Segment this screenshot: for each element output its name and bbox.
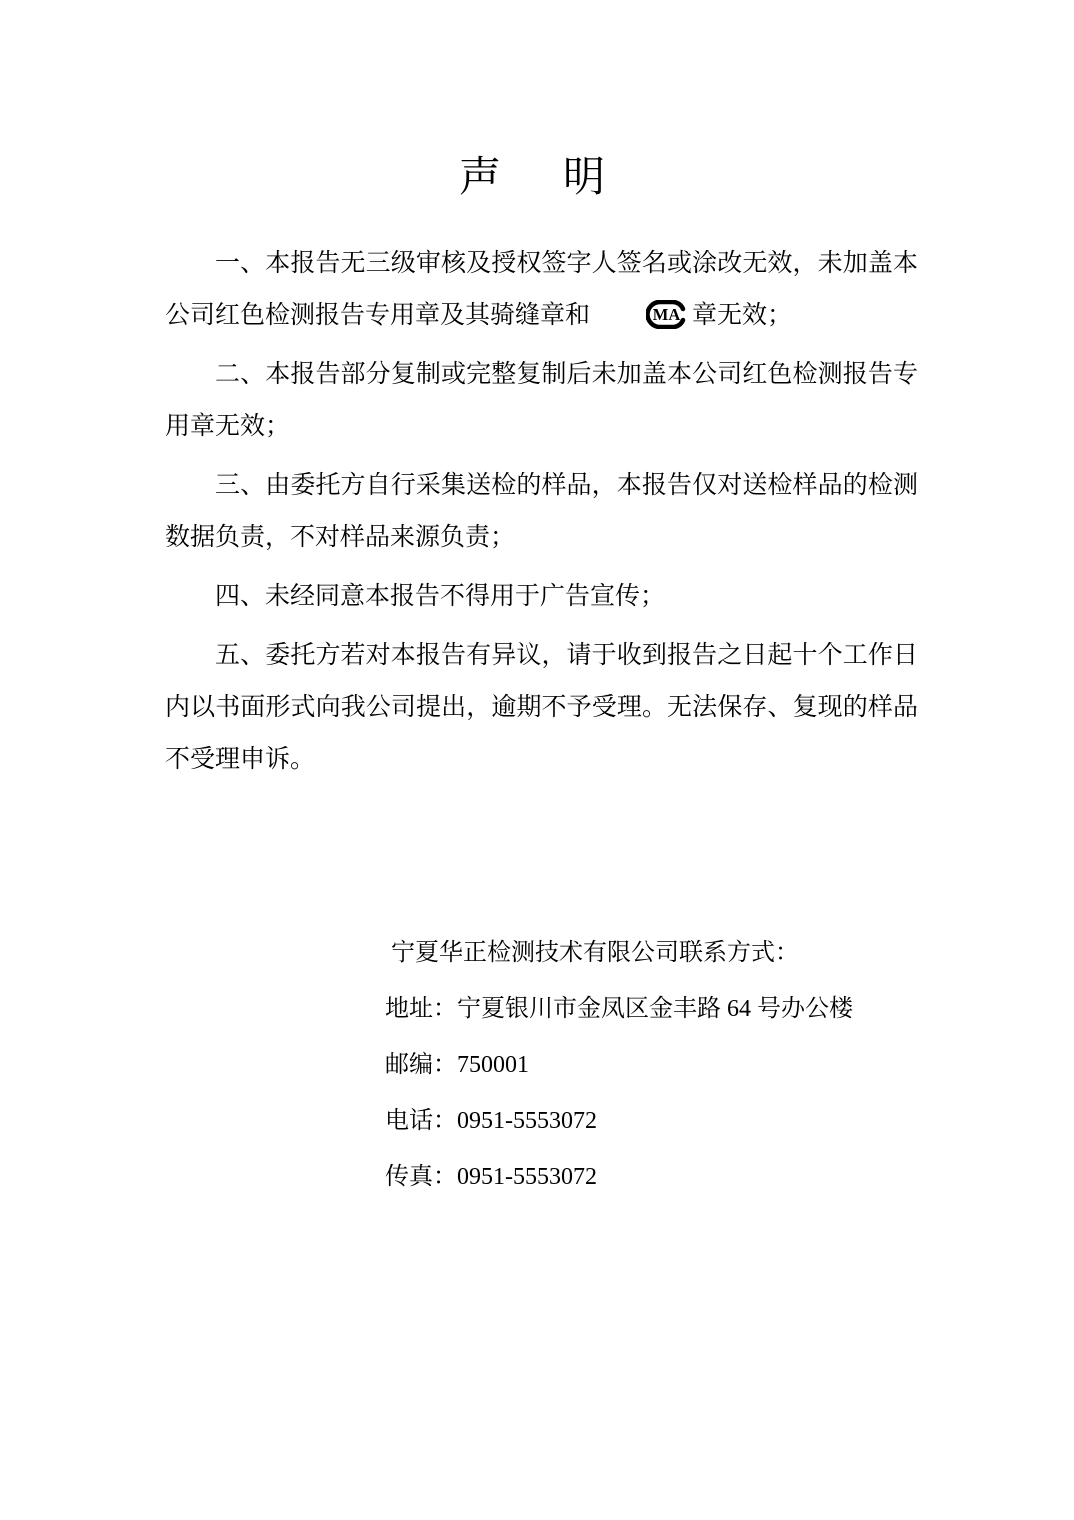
contact-value-address: 宁夏银川市金凤区金丰路 64 号办公楼	[457, 996, 853, 1023]
clause-2: 二、本报告部分复制或完整复制后未加盖本公司红色检测报告专用章无效；	[165, 361, 918, 441]
contact-line-address	[385, 981, 1074, 1037]
contact-line-postcode	[385, 1037, 1074, 1093]
contact-line-fax	[385, 1149, 1074, 1205]
contact-heading: 宁夏华正检测技术有限公司联系方式：	[391, 940, 799, 967]
clause-1-text-after-seal: 章无效；	[692, 302, 793, 330]
contact-value-postcode: 750001	[457, 1052, 529, 1079]
page-title: 声 明	[458, 155, 615, 202]
contact-line-phone	[385, 1093, 1074, 1149]
contact-block	[385, 925, 1074, 1205]
contact-label-fax: 传真：	[385, 1164, 457, 1191]
contact-label-postcode: 邮编：	[385, 1052, 457, 1079]
clause-5: 五、委托方若对本报告有异议，请于收到报告之日起十个工作日内以书面形式向我公司提出，逾期不予受理。无法保存、复现的样品不受理申诉。	[165, 642, 918, 774]
cma-seal-icon	[596, 300, 686, 329]
cma-seal-letters: MA	[652, 305, 681, 325]
contact-value-phone: 0951-5553072	[457, 1108, 597, 1135]
contact-label-phone: 电话：	[385, 1108, 457, 1135]
contact-label-address: 地址：	[385, 996, 457, 1023]
clause-3: 三、由委托方自行采集送检的样品，本报告仅对送检样品的检测数据负责，不对样品来源负责；	[165, 472, 918, 552]
clause-1	[165, 238, 918, 342]
clause-1-text-before-seal: 一、本报告无三级审核及授权签字人签名或涂改无效，未加盖本公司红色检测报告专用章及其骑缝章和	[165, 250, 918, 330]
contact-value-fax: 0951-5553072	[457, 1164, 597, 1191]
statement-body	[165, 238, 918, 786]
clause-4: 四、未经同意本报告不得用于广告宣传；	[215, 583, 666, 611]
